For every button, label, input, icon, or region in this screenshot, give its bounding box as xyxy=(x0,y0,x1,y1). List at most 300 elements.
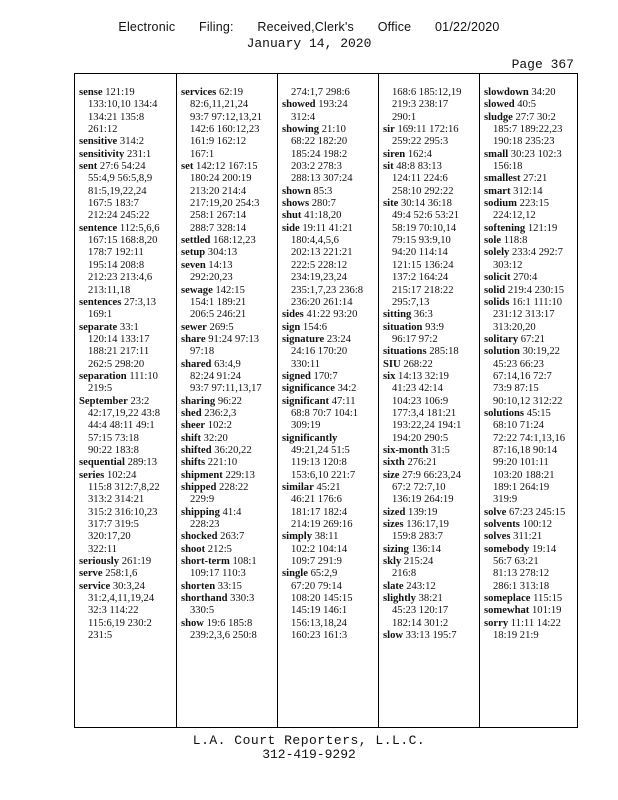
footer-company: L.A. Court Reporters, L.L.C. xyxy=(192,733,426,748)
index-refs: 168:12,23 xyxy=(213,235,256,247)
index-refs: 213:20 214:4 xyxy=(190,185,247,197)
index-refs: 32:3 114:22 xyxy=(88,605,139,617)
index-refs: 33:13 195:7 xyxy=(405,630,457,642)
index-refs: 231:1 xyxy=(126,148,152,160)
index-entry xyxy=(282,322,377,334)
index-entry-continuation xyxy=(79,235,175,247)
index-refs: 102:2 xyxy=(207,420,232,432)
index-entry-continuation xyxy=(484,568,579,580)
index-entry-continuation xyxy=(484,494,579,506)
index-entry-continuation xyxy=(484,210,579,222)
word-index-table xyxy=(74,73,578,728)
index-term: sentence xyxy=(79,222,118,234)
index-term: shorthand xyxy=(181,593,228,605)
index-term: showed xyxy=(282,99,316,111)
index-term: skly xyxy=(383,556,402,568)
index-entry xyxy=(484,198,579,210)
index-refs: 290:1 xyxy=(392,111,417,123)
index-refs: 96:22 xyxy=(217,395,242,407)
index-entry-continuation xyxy=(383,482,478,494)
index-entry xyxy=(79,223,175,235)
index-refs: 32:20 xyxy=(203,432,228,444)
index-entry-continuation xyxy=(282,581,377,593)
index-refs: 288:7 328:14 xyxy=(190,222,247,234)
index-refs: 62:19 xyxy=(218,87,244,98)
index-entry-continuation xyxy=(484,309,579,321)
index-term: slow xyxy=(383,630,404,642)
index-refs: 229:13 xyxy=(225,469,255,481)
index-entry-continuation xyxy=(383,285,478,297)
index-entry-continuation xyxy=(181,136,276,148)
index-term: shipment xyxy=(181,469,223,481)
index-refs: 72:22 74:1,13,16 xyxy=(493,432,566,444)
index-refs: 81:5,19,22,24 xyxy=(88,185,147,197)
index-column-4 xyxy=(378,74,478,727)
index-term: series xyxy=(79,469,105,481)
index-refs: 120:14 133:17 xyxy=(88,333,150,345)
index-refs: 258:10 292:22 xyxy=(392,185,454,197)
index-refs: 121:15 136:24 xyxy=(392,259,454,271)
index-entry xyxy=(181,445,276,457)
index-entry-continuation xyxy=(383,173,478,185)
index-entry xyxy=(484,346,579,358)
index-term: sides xyxy=(282,309,304,321)
index-entry-continuation xyxy=(181,297,276,309)
index-refs: 317:7 319:5 xyxy=(88,519,139,531)
index-entry xyxy=(79,556,175,568)
index-refs: 67:2 72:7,10 xyxy=(392,482,446,493)
index-entry-continuation xyxy=(282,445,377,457)
index-refs: 262:5 298:20 xyxy=(88,358,145,370)
index-refs: 330:3 xyxy=(230,593,255,605)
index-entry xyxy=(181,507,276,519)
index-term: sodium xyxy=(484,198,517,210)
index-refs: 289:13 xyxy=(127,457,158,469)
index-entry-continuation xyxy=(484,322,579,334)
index-entry-continuation xyxy=(181,149,276,161)
index-refs: 234:19,23,24 xyxy=(291,272,347,284)
index-entry-continuation xyxy=(79,519,175,531)
index-entry xyxy=(282,531,377,543)
index-entry-continuation xyxy=(79,359,175,371)
index-entry-continuation xyxy=(79,334,175,346)
index-term: size xyxy=(383,469,400,481)
index-column-2 xyxy=(176,74,276,727)
index-entry xyxy=(484,235,579,247)
index-refs: 102:24 xyxy=(106,469,137,481)
index-refs: 30:19,22 xyxy=(522,346,560,358)
index-entry xyxy=(282,482,377,494)
index-refs: 19:14 xyxy=(531,543,557,555)
index-entry xyxy=(181,285,276,297)
index-refs: 63:4,9 xyxy=(214,358,241,370)
index-entry-continuation xyxy=(383,210,478,222)
index-refs: 38:21 xyxy=(418,593,443,605)
index-entry xyxy=(79,457,175,469)
index-entry-continuation xyxy=(181,210,276,222)
index-refs: 94:20 114:14 xyxy=(392,247,448,259)
index-refs: 30:23 102:3 xyxy=(510,148,562,160)
index-refs: 170:7 xyxy=(313,370,338,382)
index-refs: 311:21 xyxy=(513,531,543,543)
index-refs: 216:8 xyxy=(392,568,417,580)
index-entry xyxy=(282,124,377,136)
index-refs: 169:1 xyxy=(88,309,113,321)
index-entry xyxy=(484,618,579,630)
index-term: solve xyxy=(484,506,507,518)
index-entry xyxy=(282,334,377,346)
index-entry xyxy=(181,408,276,420)
index-entry-continuation xyxy=(484,581,579,593)
index-refs: 263:7 xyxy=(220,531,245,543)
index-entry-continuation xyxy=(282,494,377,506)
index-entry xyxy=(181,359,276,371)
index-entry-continuation xyxy=(282,112,377,124)
index-entry-continuation xyxy=(484,136,579,148)
index-refs: 82:6,11,21,24 xyxy=(190,99,249,111)
index-entry xyxy=(181,470,276,482)
index-entry-continuation xyxy=(79,507,175,519)
index-refs: 203:2 278:3 xyxy=(291,161,342,173)
index-entry xyxy=(383,445,478,457)
index-refs: 115:6,19 230:2 xyxy=(88,617,152,629)
index-entry-continuation xyxy=(181,383,276,395)
index-refs: 181:17 182:4 xyxy=(291,506,348,518)
index-refs: 45:23 120:17 xyxy=(392,605,449,617)
index-refs: 154:6 xyxy=(302,321,328,333)
index-entry-continuation xyxy=(383,396,478,408)
index-entry-continuation xyxy=(484,556,579,568)
index-entry xyxy=(282,383,377,395)
index-entry-continuation xyxy=(383,334,478,346)
index-term: signed xyxy=(282,370,311,382)
index-term: shared xyxy=(181,358,212,370)
index-entry-continuation xyxy=(484,396,579,408)
index-entry-continuation xyxy=(181,494,276,506)
index-term: showing xyxy=(282,124,320,136)
index-entry xyxy=(484,297,579,309)
index-refs: 118:8 xyxy=(503,235,528,247)
index-refs: 36:20,22 xyxy=(214,444,252,456)
index-term: shut xyxy=(282,210,302,222)
index-refs: 188:21 217:11 xyxy=(88,346,150,358)
index-term: separate xyxy=(79,321,118,333)
index-term: slowed xyxy=(484,99,515,111)
index-refs: 269:5 xyxy=(209,321,234,333)
index-entry xyxy=(282,568,377,580)
index-entry-continuation xyxy=(484,161,579,173)
index-entry-continuation xyxy=(484,260,579,272)
index-refs: 236:20 261:14 xyxy=(291,296,353,308)
index-refs: 34:2 xyxy=(337,383,357,395)
index-refs: 178:7 192:11 xyxy=(88,247,144,259)
index-refs: 313:2 314:21 xyxy=(88,494,145,506)
index-entry-continuation xyxy=(282,519,377,531)
index-term: sensitive xyxy=(79,136,118,148)
index-term: serve xyxy=(79,568,103,580)
index-entry xyxy=(383,161,478,173)
index-entry-continuation xyxy=(484,482,579,494)
index-refs: 93:7 97:12,13,21 xyxy=(190,111,263,123)
index-entry xyxy=(181,544,276,556)
index-refs: 49:21,24 51:5 xyxy=(291,444,350,456)
index-term: sharing xyxy=(181,395,216,407)
index-entry-continuation xyxy=(282,544,377,556)
index-entry-continuation xyxy=(181,309,276,321)
index-term: short-term xyxy=(181,556,230,568)
index-refs: 108:20 145:15 xyxy=(291,593,353,605)
index-entry-continuation xyxy=(383,568,478,580)
index-term: sent xyxy=(79,161,98,173)
index-entry xyxy=(79,87,175,99)
index-refs: 67:21 xyxy=(520,333,545,345)
index-entry xyxy=(282,99,377,111)
index-entry-continuation xyxy=(79,420,175,432)
index-entry-continuation xyxy=(79,482,175,494)
index-refs: 159:8 283:7 xyxy=(392,531,443,543)
index-entry-continuation xyxy=(79,260,175,272)
index-refs: 219:4 230:15 xyxy=(507,284,565,296)
index-entry-continuation xyxy=(282,346,377,358)
index-entry xyxy=(484,112,579,124)
index-entry-continuation xyxy=(282,457,377,469)
index-refs: 14:13 xyxy=(208,259,233,271)
index-term: solid xyxy=(484,284,506,296)
index-refs: 65:2,9 xyxy=(310,568,338,580)
index-refs: 320:17,20 xyxy=(88,531,131,543)
index-refs: 67:20 79:14 xyxy=(291,580,342,592)
index-refs: 41:23 42:14 xyxy=(392,383,443,395)
index-refs: 19:6 185:8 xyxy=(206,617,253,629)
index-refs: 124:11 224:6 xyxy=(392,173,448,185)
index-entry xyxy=(383,309,478,321)
index-refs: 104:23 106:9 xyxy=(392,395,449,407)
index-entry-continuation xyxy=(181,519,276,531)
index-refs: 134:21 135:8 xyxy=(88,111,145,123)
index-refs: 119:13 120:8 xyxy=(291,457,347,469)
index-entry xyxy=(282,433,377,445)
index-entry-continuation xyxy=(383,99,478,111)
index-entry xyxy=(79,136,175,148)
index-entry xyxy=(484,87,579,99)
index-entry-continuation xyxy=(79,383,175,395)
index-term: small xyxy=(484,148,509,160)
index-entry-continuation xyxy=(282,408,377,420)
index-refs: 27:3,13 xyxy=(124,296,157,308)
index-entry xyxy=(181,556,276,568)
index-refs: 121:19 xyxy=(105,87,135,98)
index-refs: 87:16,18 90:14 xyxy=(493,444,558,456)
index-refs: 16:1 111:10 xyxy=(511,296,563,308)
index-term: sir xyxy=(383,124,395,136)
index-refs: 68:22 182:20 xyxy=(291,136,348,148)
index-refs: 56:7 63:21 xyxy=(493,556,539,568)
index-term: sorry xyxy=(484,617,509,629)
index-entry-continuation xyxy=(484,359,579,371)
index-refs: 314:2 xyxy=(119,136,145,148)
index-term: shorten xyxy=(181,580,216,592)
index-term: sizing xyxy=(383,543,409,555)
index-entry-continuation xyxy=(181,630,276,642)
index-refs: 185:7 189:22,23 xyxy=(493,124,563,136)
index-refs: 109:17 110:3 xyxy=(190,568,246,580)
index-term: signature xyxy=(282,333,325,345)
index-entry-continuation xyxy=(79,99,175,111)
index-entry-continuation xyxy=(79,531,175,543)
index-refs: 137:2 164:24 xyxy=(392,272,449,284)
index-column-1 xyxy=(75,74,175,727)
index-refs: 93:9 xyxy=(425,321,444,333)
index-term: significance xyxy=(282,383,335,395)
index-refs: 41:22 93:20 xyxy=(306,309,358,321)
index-refs: 193:24 xyxy=(318,99,348,111)
index-refs: 38:11 xyxy=(314,531,339,543)
index-term: siren xyxy=(383,148,406,160)
index-entry xyxy=(484,544,579,556)
index-entry-continuation xyxy=(181,99,276,111)
index-entry xyxy=(383,544,478,556)
index-term: significant xyxy=(282,395,330,407)
index-refs: 11:11 14:22 xyxy=(510,617,561,629)
index-refs: 99:20 101:11 xyxy=(493,457,549,469)
index-refs: 167:1 xyxy=(190,148,215,160)
index-entry xyxy=(181,618,276,630)
index-entry xyxy=(383,519,478,531)
index-refs: 206:5 246:21 xyxy=(190,309,247,321)
index-entry-continuation xyxy=(282,285,377,297)
index-refs: 57:15 73:18 xyxy=(88,432,139,444)
index-entry-continuation xyxy=(282,605,377,617)
index-refs: 258:1,6 xyxy=(105,568,138,580)
index-term: shipped xyxy=(181,482,217,493)
index-term: solids xyxy=(484,296,510,308)
index-term: simply xyxy=(282,531,313,543)
index-refs: 330:5 xyxy=(190,605,215,617)
index-refs: 67:14,16 72:7 xyxy=(493,370,552,382)
index-entry-continuation xyxy=(282,593,377,605)
index-refs: 27:9 66:23,24 xyxy=(402,469,461,481)
index-term: sense xyxy=(79,87,103,98)
index-entry xyxy=(181,87,276,99)
index-entry xyxy=(383,556,478,568)
index-entry xyxy=(484,186,579,198)
index-entry-continuation xyxy=(282,136,377,148)
index-refs: 330:11 xyxy=(291,358,321,370)
index-term: slightly xyxy=(383,593,416,605)
index-refs: 142:6 160:12,23 xyxy=(190,124,260,136)
index-term: sizes xyxy=(383,519,404,531)
index-refs: 48:8 83:13 xyxy=(396,161,442,173)
index-entry-continuation xyxy=(79,630,175,642)
index-entry-continuation xyxy=(181,346,276,358)
index-entry-continuation xyxy=(484,124,579,136)
index-term: shows xyxy=(282,198,310,210)
index-refs: 261:12 xyxy=(88,124,118,136)
index-entry xyxy=(79,297,175,309)
index-entry xyxy=(181,420,276,432)
index-refs: 121:19 xyxy=(527,222,558,234)
hearing-date: January 14, 2020 xyxy=(246,36,372,51)
index-refs: 145:19 146:1 xyxy=(291,605,348,617)
index-entry xyxy=(79,371,175,383)
index-refs: 112:5,6,6 xyxy=(119,222,160,234)
index-refs: 160:23 161:3 xyxy=(291,630,348,642)
index-term: significantly xyxy=(282,432,338,444)
index-refs: 108:1 xyxy=(232,556,257,568)
index-entry-continuation xyxy=(484,420,579,432)
index-entry-continuation xyxy=(282,272,377,284)
index-entry-continuation xyxy=(383,136,478,148)
index-refs: 312:4 xyxy=(291,111,316,123)
index-entry-continuation xyxy=(383,420,478,432)
index-refs: 139:19 xyxy=(408,506,438,518)
index-term: six xyxy=(383,370,396,382)
index-entry-continuation xyxy=(282,359,377,371)
index-refs: 45:23 66:23 xyxy=(493,358,544,370)
index-refs: 42:17,19,22 43:8 xyxy=(88,407,161,419)
index-refs: 91:24 97:13 xyxy=(208,333,260,345)
index-term: sixth xyxy=(383,457,405,469)
index-term: setup xyxy=(181,247,206,259)
index-entry xyxy=(79,322,175,334)
index-refs: 236:2,3 xyxy=(204,407,237,419)
index-refs: 286:1 313:18 xyxy=(493,580,550,592)
index-refs: 14:13 32:19 xyxy=(398,370,449,382)
index-entry-continuation xyxy=(383,247,478,259)
index-term: sensitivity xyxy=(79,148,125,160)
index-entry xyxy=(181,581,276,593)
index-entry-continuation xyxy=(79,408,175,420)
index-entry-continuation xyxy=(79,173,175,185)
index-term: shipping xyxy=(181,506,220,518)
index-entry-continuation xyxy=(383,87,478,99)
index-entry xyxy=(484,247,579,259)
index-entry xyxy=(282,186,377,198)
index-refs: 68:8 70:7 104:1 xyxy=(291,407,359,419)
index-refs: 133:10,10 134:4 xyxy=(88,99,158,111)
index-refs: 219:5 xyxy=(88,383,113,395)
index-entry-continuation xyxy=(383,112,478,124)
index-term: seven xyxy=(181,259,206,271)
index-entry xyxy=(282,223,377,235)
filing-date: 01/22/2020 xyxy=(435,20,500,34)
index-term: solves xyxy=(484,531,511,543)
index-term: sign xyxy=(282,321,301,333)
index-entry-continuation xyxy=(79,210,175,222)
index-entry-continuation xyxy=(383,272,478,284)
index-refs: 27:21 xyxy=(523,173,548,185)
index-refs: 239:2,3,6 250:8 xyxy=(190,630,257,642)
index-refs: 44:4 48:11 49:1 xyxy=(88,420,155,432)
index-refs: 280:7 xyxy=(311,198,336,210)
index-term: services xyxy=(181,87,217,98)
index-refs: 194:20 290:5 xyxy=(392,432,449,444)
index-term: sitting xyxy=(383,309,412,321)
index-term: shocked xyxy=(181,531,218,543)
index-refs: 24:16 170:20 xyxy=(291,346,348,358)
index-refs: 217:19,20 254:3 xyxy=(190,198,260,210)
index-entry-continuation xyxy=(282,247,377,259)
index-refs: 177:3,4 181:21 xyxy=(392,407,457,419)
index-entry-continuation xyxy=(79,445,175,457)
index-entry-continuation xyxy=(79,494,175,506)
index-refs: 19:11 41:21 xyxy=(302,222,353,234)
index-refs: 182:14 301:2 xyxy=(392,617,449,629)
index-term: service xyxy=(79,580,111,592)
index-refs: 90:10,12 312:22 xyxy=(493,395,563,407)
index-column-5 xyxy=(479,74,579,727)
index-refs: 322:11 xyxy=(88,543,118,555)
